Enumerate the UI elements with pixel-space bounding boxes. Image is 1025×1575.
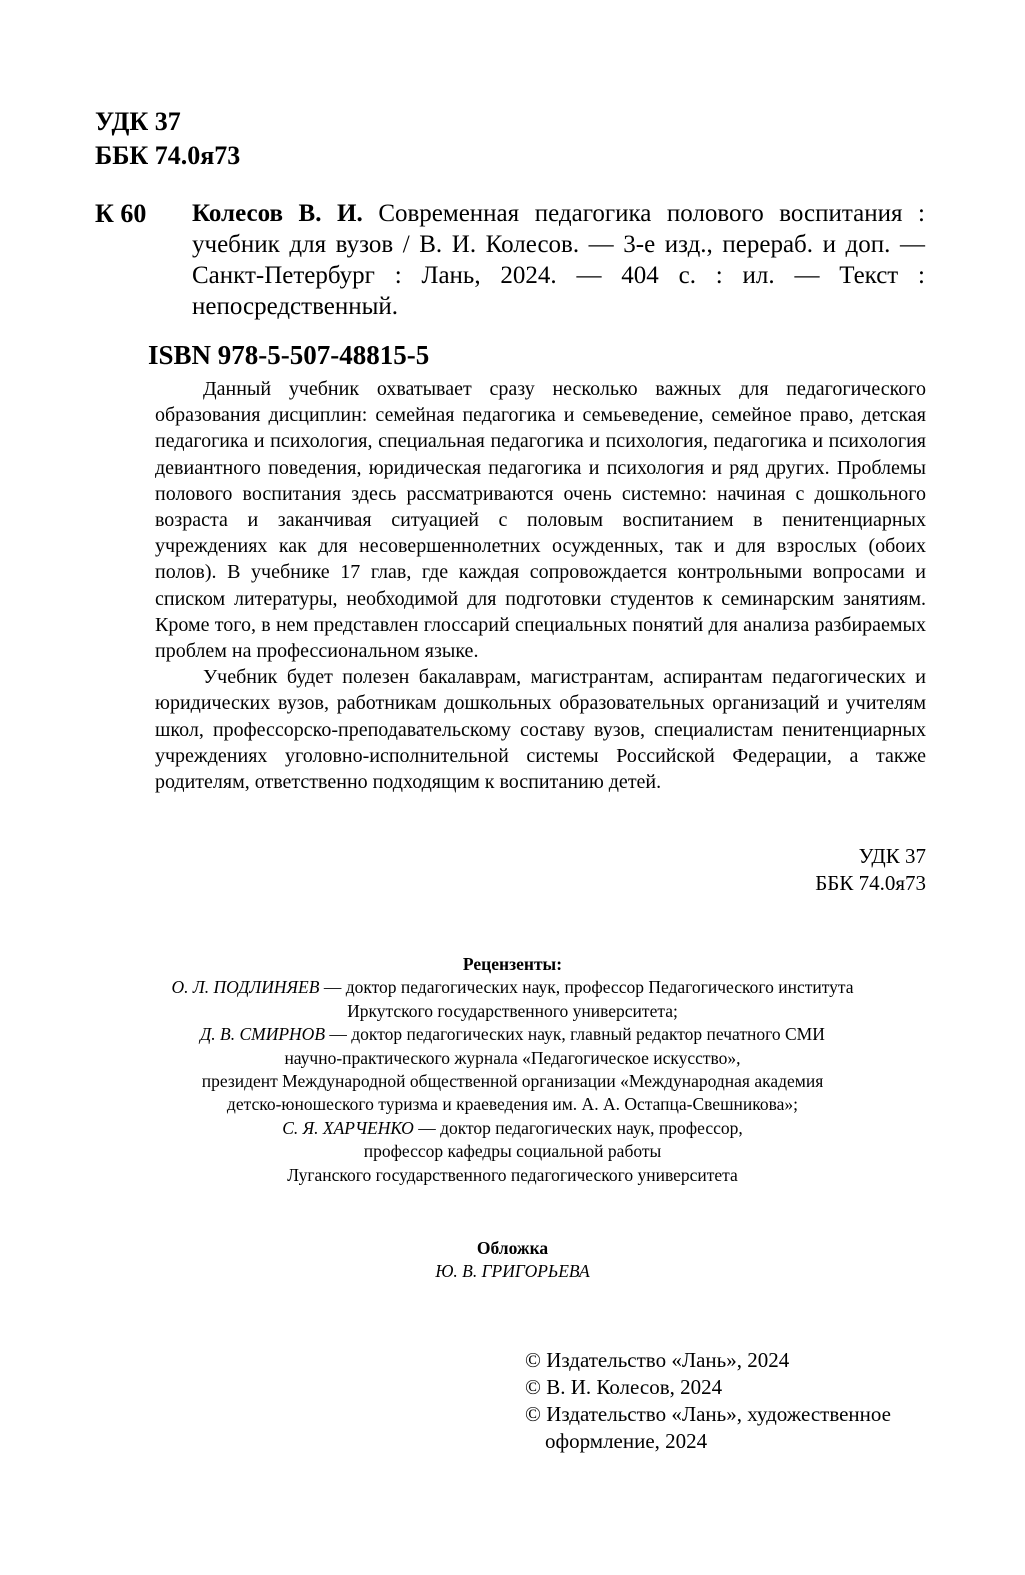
cover-designer: Ю. В. ГРИГОРЬЕВА <box>435 1261 590 1281</box>
abstract <box>155 376 926 795</box>
copyright-line: © В. И. Колесов, 2024 <box>525 1375 723 1399</box>
reviewer-name: О. Л. ПОДЛИНЯЕВ <box>171 977 320 998</box>
copyright-line: © Издательство «Лань», художественное <box>525 1402 891 1426</box>
bbk-code: ББК 74.0я73 <box>815 871 926 895</box>
copyright-line: © Издательство «Лань», 2024 <box>525 1348 790 1372</box>
reviewer-entry: С. Я. ХАРЧЕНКО — доктор педагогических наук, профессор, <box>282 1117 743 1138</box>
copyright-block <box>525 1347 891 1455</box>
copyright-line: оформление, 2024 <box>545 1429 708 1453</box>
cover-credit <box>110 1237 915 1283</box>
reviewer-entry: Д. В. СМИРНОВ — доктор педагогических наук, главный редактор печатного СМИ <box>200 1024 825 1045</box>
abstract-paragraph: Данный учебник охватывает сразу несколько важных для педагогического образования дисциплин: семейная педагогика и семьеведение, семейное право, детская педагогика и психология, специальная педагогика и психология, педагогика и психология девиантного поведения, юридическая педагогика и психология и ряд других. Проблемы полового воспитания здесь рассматриваются очень системно: начиная с дошкольного возраста и заканчивая ситуацией с половым воспитанием в пенитенциарных учреждениях как для несовершеннолетних осужденных, так и для взрослых (обоих полов). В учебнике 17 глав, где каждая сопровождается контрольными вопросами и списком литературы, необходимой для подготовки студентов к семинарским занятиям. Кроме того, в нем представлен глоссарий специальных понятий для анализа разбираемых проблем на профессиональном языке. <box>155 378 926 663</box>
reviewer-affiliation: научно-практического журнала «Педагогическое искусство», <box>284 1047 741 1068</box>
reviewer-affiliation: Иркутского государственного университета; <box>347 1000 678 1021</box>
bibliographic-record <box>192 198 925 322</box>
reviewers-heading: Рецензенты: <box>462 954 563 974</box>
reviewer-entry: О. Л. ПОДЛИНЯЕВ — доктор педагогических наук, профессор Педагогического института <box>171 977 854 998</box>
udk-code: УДК 37 <box>858 844 926 868</box>
reviewer-affiliation: Луганского государственного педагогического университета <box>287 1164 738 1185</box>
abstract-paragraph: Учебник будет полезен бакалаврам, магистрантам, аспирантам педагогических и юридических вузов, работникам дошкольных образовательных организаций и учителям школ, профессорско-преподавательскому составу вузов, специалистам пенитенциарных учреждениях уголовно-исполнительной системы Российской Федерации, а также родителям, ответственно подходящим к воспитанию детей. <box>155 666 926 794</box>
udk-bbk-header <box>95 105 240 173</box>
udk-bbk-footer <box>815 843 926 897</box>
bibliographic-description: Современная педагогика полового воспитания : учебник для вузов / В. И. Колесов. — 3-е изд., перераб. и доп. — Санкт-Петербург : Лань, 2024. — 404 с. : ил. — Текст : непосредственный. <box>192 200 925 320</box>
reviewer-affiliation: профессор кафедры социальной работы <box>363 1141 662 1162</box>
author-name: Колесов В. И. <box>192 200 363 227</box>
reviewer-affiliation: детско-юношеского туризма и краеведения им. А. А. Остапца-Свешникова»; <box>226 1094 799 1115</box>
reviewer-name: С. Я. ХАРЧЕНКО <box>282 1117 414 1138</box>
reviewers-block <box>110 953 915 1187</box>
bbk-code: ББК 74.0я73 <box>95 141 241 170</box>
reviewer-affiliation: президент Международной общественной организации «Международная академия <box>201 1071 824 1092</box>
author-mark: К 60 <box>95 199 147 228</box>
reviewer-name: Д. В. СМИРНОВ <box>200 1024 326 1045</box>
udk-code: УДК 37 <box>95 107 181 136</box>
isbn: ISBN 978-5-507-48815-5 <box>148 340 430 370</box>
cover-heading: Обложка <box>476 1238 549 1258</box>
